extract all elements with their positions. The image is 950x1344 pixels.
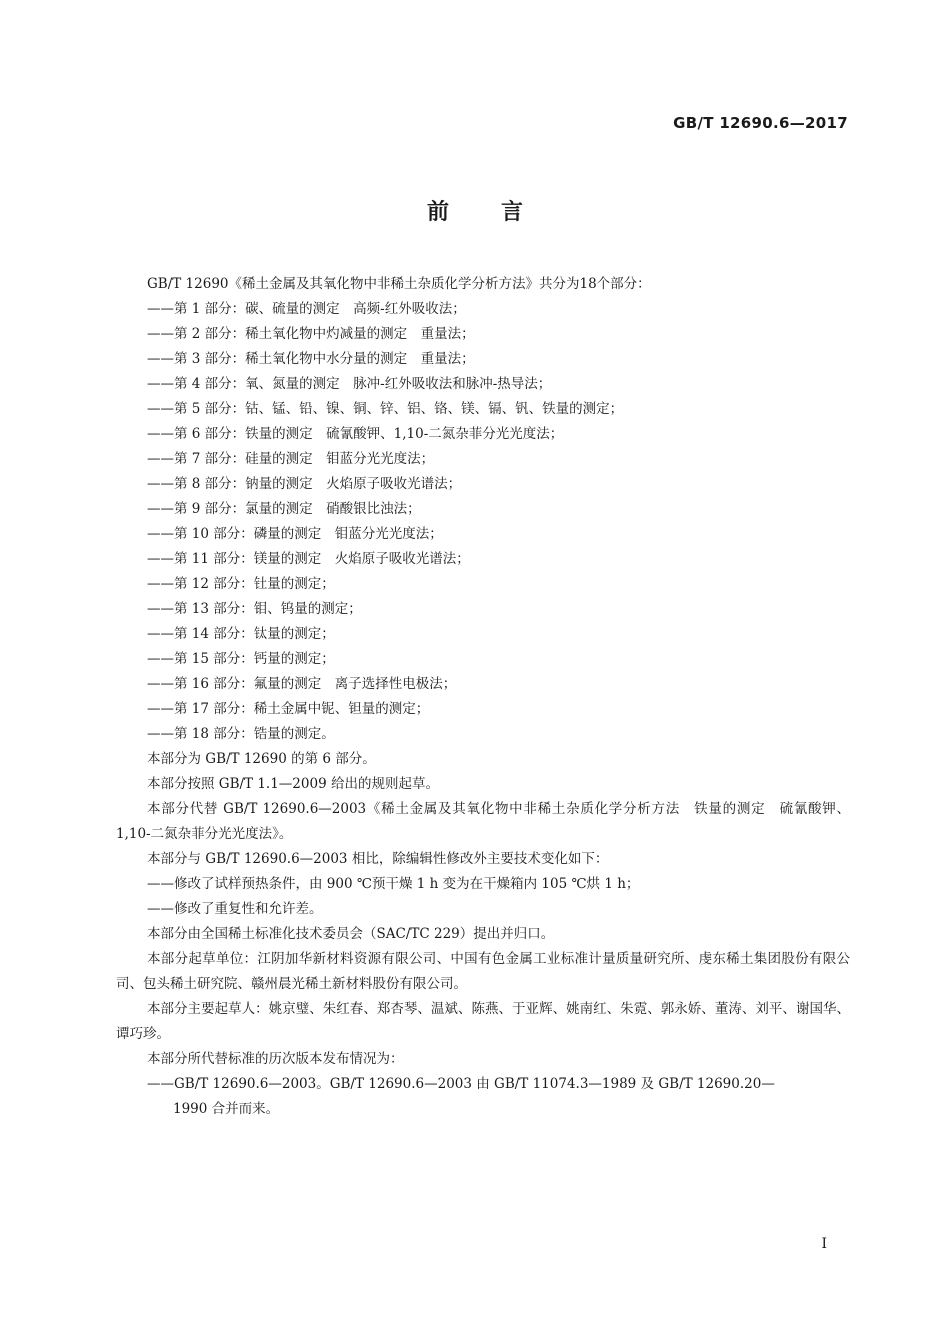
list-item: ——第 6 部分：铁量的测定 硫氰酸钾、1,10-二氮杂菲分光光度法；	[147, 426, 564, 442]
list-item: ——第 17 部分：稀土金属中铌、钽量的测定；	[147, 701, 430, 717]
list-item: ——第 12 部分：钍量的测定；	[147, 576, 335, 592]
drafting-rules-paragraph: 本部分按照 GB/T 1.1—2009 给出的规则起草。	[147, 776, 439, 792]
list-item: ——第 7 部分：硅量的测定 钼蓝分光光度法；	[147, 451, 435, 467]
foreword-body	[116, 272, 850, 1122]
list-item: ——第 2 部分：稀土氧化物中灼减量的测定 重量法；	[147, 326, 475, 342]
list-item: ——第 9 部分：氯量的测定 硝酸银比浊法；	[147, 501, 421, 517]
history-line-continued: 1990 合并而来。	[173, 1101, 280, 1117]
list-item: ——第 14 部分：钛量的测定；	[147, 626, 335, 642]
list-item: ——第 18 部分：锆量的测定。	[147, 726, 335, 742]
list-item: ——第 13 部分：钼、钨量的测定；	[147, 601, 362, 617]
list-item: ——第 5 部分：钴、锰、铅、镍、铜、锌、铝、铬、镁、镉、钒、铁量的测定；	[147, 401, 624, 417]
drafters-paragraph: 本部分主要起草人：姚京璧、朱红春、郑杏琴、温斌、陈燕、于亚辉、姚南红、朱霓、郭永娇、董涛、刘平、谢国华、谭巧珍。	[116, 1001, 850, 1042]
comparison-paragraph: 本部分与 GB/T 12690.6—2003 相比，除编辑性修改外主要技术变化如下：	[147, 851, 609, 867]
drafting-units-paragraph: 本部分起草单位：江阴加华新材料资源有限公司、中国有色金属工业标准计量质量研究所、虔东稀土集团股份有限公司、包头稀土研究院、赣州晨光稀土新材料股份有限公司。	[116, 951, 850, 992]
intro-paragraph: GB/T 12690《稀土金属及其氧化物中非稀土杂质化学分析方法》共分为18个部分：	[147, 276, 651, 292]
list-item: ——修改了重复性和允许差。	[147, 901, 323, 917]
changes-list	[116, 872, 850, 922]
list-item: ——第 1 部分：碳、硫量的测定 高频-红外吸收法；	[147, 301, 466, 317]
history-line: ——GB/T 12690.6—2003。GB/T 12690.6—2003 由 GB/T 11074.3—1989 及 GB/T 12690.20—	[147, 1076, 775, 1092]
list-item: ——第 11 部分：镁量的测定 火焰原子吸收光谱法；	[147, 551, 470, 567]
list-item: ——第 16 部分：氟量的测定 离子选择性电极法；	[147, 676, 457, 692]
list-item: ——第 10 部分：磷量的测定 钼蓝分光光度法；	[147, 526, 443, 542]
standard-code: GB/T 12690.6—2017	[673, 114, 848, 132]
history-paragraph: 本部分所代替标准的历次版本发布情况为：	[147, 1051, 404, 1067]
replacement-paragraph: 本部分代替 GB/T 12690.6—2003《稀土金属及其氧化物中非稀土杂质化学分析方法 铁量的测定 硫氰酸钾、1,10-二氮杂菲分光光度法》。	[116, 801, 850, 842]
page-number: I	[821, 1236, 827, 1252]
list-item: ——修改了试样预热条件，由 900 ℃预干燥 1 h 变为在干燥箱内 105 ℃烘 1 h；	[147, 876, 640, 892]
history-list-item	[116, 1072, 850, 1122]
page-title: 前言	[426, 200, 575, 225]
proposed-by-paragraph: 本部分由全国稀土标准化技术委员会（SAC/TC 229）提出并归口。	[147, 926, 555, 942]
part-number-paragraph: 本部分为 GB/T 12690 的第 6 部分。	[147, 751, 376, 767]
list-item: ——第 8 部分：钠量的测定 火焰原子吸收光谱法；	[147, 476, 462, 492]
list-item: ——第 15 部分：钙量的测定；	[147, 651, 335, 667]
list-item: ——第 4 部分：氧、氮量的测定 脉冲-红外吸收法和脉冲-热导法；	[147, 376, 552, 392]
parts-list	[116, 297, 850, 747]
list-item: ——第 3 部分：稀土氧化物中水分量的测定 重量法；	[147, 351, 475, 367]
